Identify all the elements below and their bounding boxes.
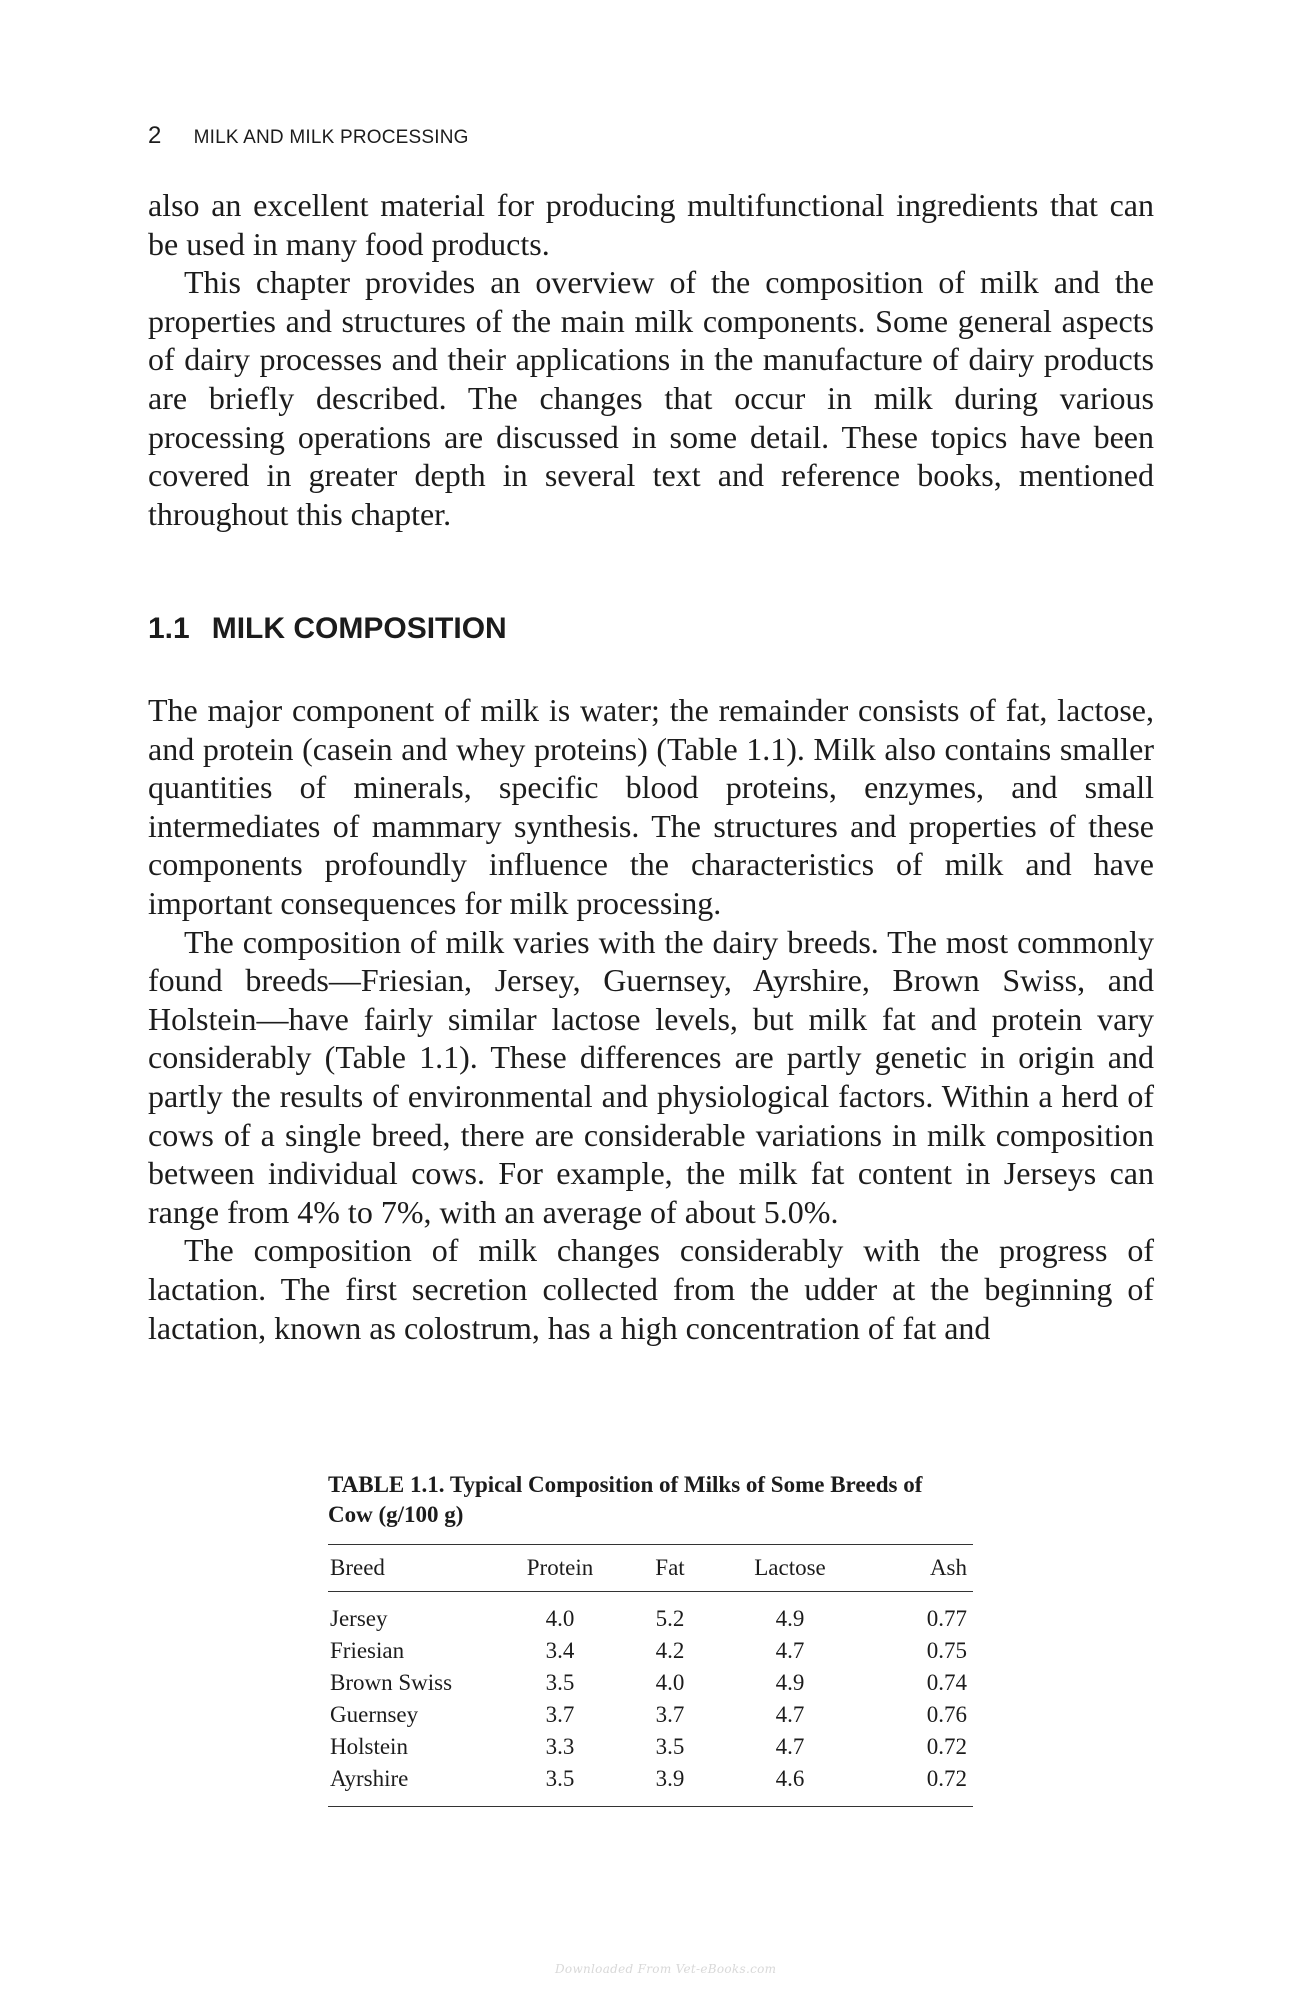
column-header: Protein [526,1555,594,1580]
running-title: MILK AND MILK PROCESSING [193,127,469,148]
table-cell: 0.72 [926,1766,967,1791]
table-row [328,1592,973,1636]
intro-text [148,186,1154,533]
table-cell: 0.76 [926,1702,967,1727]
page-number: 2 [148,122,162,149]
table-cell: Brown Swiss [330,1670,453,1695]
table-row [328,1667,973,1699]
table-cell: 4.0 [655,1670,685,1695]
table-cell: 4.7 [775,1638,805,1663]
table-cell: 3.5 [545,1670,575,1695]
table-cell: 0.75 [926,1638,967,1663]
composition-table-block [328,1470,973,1807]
table-cell: 0.74 [926,1670,967,1695]
table-cell: 4.7 [775,1702,805,1727]
table-cell: 3.9 [655,1766,685,1791]
table-cell: Ayrshire [330,1766,409,1791]
table-row [328,1763,973,1807]
section-heading [148,612,507,646]
table-cell: Friesian [330,1638,405,1663]
table-header-row [328,1545,973,1592]
table-cell: 3.7 [545,1702,575,1727]
table-cell: Jersey [330,1606,388,1631]
table-cell: 4.9 [775,1670,805,1695]
paragraph: The composition of milk varies with the dairy breeds. The most commonly found breeds—Friesian, Jersey, Guernsey, Ayrshire, Brown Swiss, and Holstein—have fairly similar lactose levels, but milk fat and protein vary considerably (Table 1.1). These differences are partly genetic in origin and partly the results of environmental and physiological factors. Within a herd of cows of a single breed, there are considerable variations in milk composition between individual cows. For example, the milk fat content in Jerseys can range from 4% to 7%, with an average of about 5.0%. [148,923,1154,1230]
paragraph: The composition of milk changes considerably with the progress of lactation. The first secretion collected from the udder at the beginning of lactation, known as colostrum, has a high concentration of fat and [148,1232,1154,1346]
table-cell: 0.77 [926,1606,967,1631]
table-cell: 0.72 [926,1734,967,1759]
section-body [148,691,1154,1347]
paragraph: This chapter provides an overview of the composition of milk and the properties and structures of the main milk components. Some general aspects of dairy processes and their applications in the manufacture of dairy products are briefly described. The changes that occur in milk during various processing operations are discussed in some detail. These topics have been covered in greater depth in several text and reference books, mentioned throughout this chapter. [148,264,1154,532]
column-header: Fat [655,1555,685,1580]
paragraph: also an excellent material for producing multifunctional ingredients that can be used in many food products. [148,187,1154,262]
table-cell: 5.2 [655,1606,685,1631]
table-cell: 3.5 [545,1766,575,1791]
table-row [328,1635,973,1667]
paragraph: The major component of milk is water; the remainder consists of fat, lactose, and protein (casein and whey proteins) (Table 1.1). Milk also contains smaller quantities of minerals, specific blood proteins, enzymes, and small intermediates of mammary synthesis. The structures and properties of these components profoundly influence the characteristics of milk and have important consequences for milk processing. [148,692,1154,921]
table-cell: 4.7 [775,1734,805,1759]
table-cell: 4.2 [655,1638,685,1663]
section-number: 1.1 [148,612,190,645]
table-cell: 3.7 [655,1702,685,1727]
table-cell: 3.3 [545,1734,575,1759]
table-cell: 4.9 [775,1606,805,1631]
download-watermark: Downloaded From Vet-eBooks.com [555,1962,777,1976]
column-header: Breed [330,1555,385,1580]
column-header: Ash [929,1555,967,1580]
table-cell: 3.5 [655,1734,685,1759]
table-cell: 4.0 [545,1606,575,1631]
section-title: MILK COMPOSITION [211,612,507,645]
table-row [328,1699,973,1731]
composition-table [328,1544,973,1807]
table-cell: Guernsey [330,1702,419,1727]
running-header [148,122,469,150]
table-cell: 3.4 [545,1638,575,1663]
column-header: Lactose [754,1555,826,1580]
table-row [328,1731,973,1763]
table-caption: TABLE 1.1. Typical Composition of Milks of Some Breeds of Cow (g/100 g) [328,1472,923,1527]
table-cell: Holstein [330,1734,408,1759]
table-cell: 4.6 [775,1766,805,1791]
